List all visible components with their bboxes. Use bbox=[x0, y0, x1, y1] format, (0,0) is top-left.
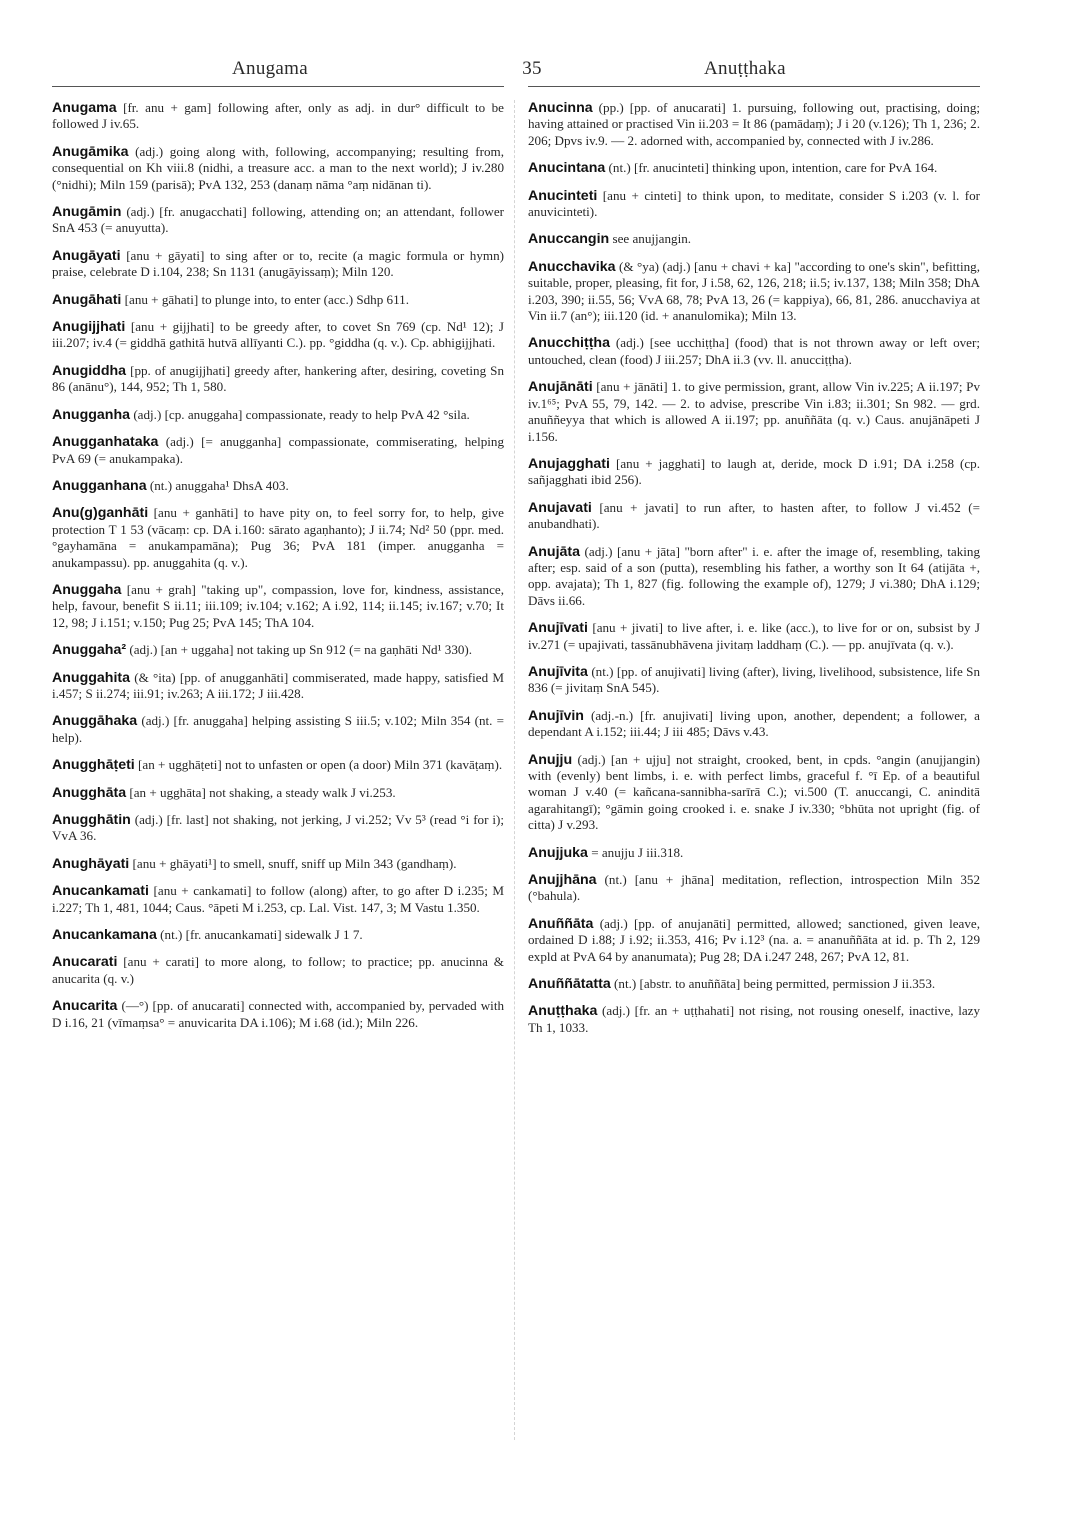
dictionary-entry bbox=[528, 872, 980, 905]
entry-headword: Anujīvita bbox=[528, 663, 588, 680]
entry-definition: see anujjangin. bbox=[612, 231, 692, 247]
dictionary-entry bbox=[528, 456, 980, 489]
dictionary-entry bbox=[52, 757, 504, 773]
entry-definition: (adj.) [pp. of anujanāti] permitted, allowed; sanctioned, given leave, ordained D i.88; J i.92; ii.353, 416; Pv i.12³ (na. a. = ananuññāta at id. p. Th 2, 129 expld at PvA 64 by ananumata); Pug 28; DA i.247 248, 267; PvA 12, 81. bbox=[528, 915, 980, 964]
dictionary-entry bbox=[52, 785, 504, 801]
dictionary-entry bbox=[52, 204, 504, 237]
entry-headword: Anugāmika bbox=[52, 143, 129, 160]
entry-headword: Anujāta bbox=[528, 543, 581, 560]
entry-definition: (adj.-n.) [fr. anujivati] living upon, another, dependent; a follower, a dependant A i.152; iii.44; J iii 485; Dāvs v.43. bbox=[528, 707, 980, 740]
entry-definition: (nt.) anuggaha¹ DhsA 403. bbox=[149, 477, 289, 493]
entry-headword: Anucinteti bbox=[528, 187, 598, 204]
entry-definition: (nt.) [abstr. to anuññāta] being permitted, permission J ii.353. bbox=[614, 976, 936, 992]
entry-headword: Anucankamana bbox=[52, 927, 157, 944]
dictionary-entry bbox=[52, 407, 504, 423]
dictionary-entry bbox=[528, 620, 980, 653]
dictionary-entry bbox=[528, 752, 980, 834]
column-gutter bbox=[514, 100, 515, 1440]
dictionary-entry bbox=[528, 188, 980, 221]
header-left-headword: Anugama bbox=[232, 58, 308, 79]
entry-definition: (adj.) [anu + jāta] "born after" i. e. after the image of, resembling, taking after; esp. said of a son (putta), resembling his father, a worthy son It 64 (atijāta +, opp. avajata); Th 1, 827 (fig. following the example of), 1279; J vi.380; DhA i.129; Dāvs ii.66. bbox=[528, 543, 980, 608]
entry-headword: Anugghātin bbox=[52, 812, 131, 828]
dictionary-entry bbox=[52, 478, 504, 494]
entry-definition: [anu + cinteti] to think upon, to meditate, consider S i.203 (v. l. for anuvicinteti). bbox=[528, 187, 980, 220]
entry-definition: (nt.) [fr. anucinteti] thinking upon, intention, care for PvA 164. bbox=[608, 160, 938, 176]
right-column bbox=[528, 100, 980, 1047]
entry-headword: Anugganhataka bbox=[52, 434, 159, 451]
entry-definition: [anu + ganhāti] to have pity on, to feel sorry for, to help, give protection T 1 53 (vācaṃ: cp. DA i.160: sārato agaṇhanto); J ii.74; Nd² 50 (ppr. med. °gayhamāna = anukampamāna); Pug 36; PvA 181 (imper. anugganha = anukampassu). pp. anuggahita (q. v.). bbox=[52, 505, 504, 570]
entry-definition: [anu + jivati] to live after, i. e. like (acc.), to live for or on, subsist by J iv.271 (= upajivati, tassānubhāvena jivitaṃ laddhaṃ (C.). — pp. anujīvata (q. v.). bbox=[528, 620, 980, 652]
entry-definition: (adj.) [an + ujju] not straight, crooked, bent, in cpds. °angin (anujjangin) with (evenly) bent limbs, i. e. with perfect limbs, graceful f. °ī Ep. of a beautiful woman J v.40 (= kañcana-sannibha-sarīrā C.); vi.500 (T. anuccangi, C. aninditā agarahitangī); °gāmin going crooked i. e. snake J iv.330; °bhūta not upright (fig. of citta) J v.293. bbox=[528, 751, 980, 833]
entry-headword: Anujagghati bbox=[528, 455, 610, 472]
entry-definition: (nt.) [fr. anucankamati] sidewalk J 1 7. bbox=[160, 927, 363, 943]
entry-headword: Anujīvin bbox=[528, 707, 584, 724]
entry-definition: [anu + jagghati] to laugh at, deride, mock D i.91; DA i.258 (cp. sañjagghati ibid 256). bbox=[528, 455, 980, 488]
dictionary-entry bbox=[52, 144, 504, 193]
entry-headword: Anuṭṭhaka bbox=[528, 1003, 598, 1020]
entry-headword: Anucchiṭṭha bbox=[528, 335, 610, 352]
entry-definition: [anu + gijjhati] to be greedy after, to covet Sn 769 (cp. Nd¹ 12); J iii.207; iv.4 (= giddhā gathitā hutvā allīyanti C.). pp. °giddha (q. v.). Cp. abhigijjhati. bbox=[52, 319, 504, 351]
dictionary-entry bbox=[52, 292, 504, 308]
entry-headword: Anuggāhaka bbox=[52, 713, 138, 730]
entry-headword: Anujjuka bbox=[528, 844, 588, 861]
entry-definition: [anu + gāyati] to sing after or to, recite (a magic formula or hymn) praise, celebrate D i.104, 238; Sn 1131 (anugāyissaṃ); Miln 120. bbox=[52, 247, 504, 280]
entry-definition: [anu + ghāyati¹] to smell, snuff, sniff up Miln 343 (gandhaṃ). bbox=[132, 855, 457, 871]
dictionary-entry bbox=[52, 434, 504, 467]
dictionary-entry bbox=[528, 231, 980, 247]
entry-headword: Anujīvati bbox=[528, 620, 588, 637]
dictionary-entry bbox=[52, 670, 504, 703]
dictionary-entry bbox=[528, 664, 980, 697]
entry-definition: [anu + grah] "taking up", compassion, love for, kindness, assistance, help, favour, benefit S ii.11; iii.109; iv.104; v.162; A i.92, 114; ii.145; iv.167; v.70; It 12, 98; J i.151; v.150; Pug 25; PvA 145; ThA 104. bbox=[52, 581, 504, 630]
dictionary-entry bbox=[52, 883, 504, 916]
entry-definition: (& °ita) [pp. of anugganhāti] commiserated, made happy, satisfied M i.457; S ii.274; iii.91; iv.263; A iii.172; J iii.428. bbox=[52, 669, 504, 701]
dictionary-entry bbox=[528, 335, 980, 368]
header-rule-left bbox=[52, 86, 504, 87]
dictionary-entry bbox=[52, 812, 504, 845]
entry-definition: (adj.) [fr. an + uṭṭhahati] not rising, not rousing oneself, inactive, lazy Th 1, 1033. bbox=[528, 1003, 980, 1035]
header-right-headword: Anuṭṭhaka bbox=[704, 58, 786, 79]
dictionary-entry bbox=[52, 713, 504, 746]
entry-headword: Anugāhati bbox=[52, 291, 122, 308]
entry-headword: Anugghāta bbox=[52, 784, 127, 801]
entry-definition: (adj.) going along with, following, accompanying; resulting from, consequential on Kh viii.8 (nidhi, a treasure acc. a man to the next world); J iv.280 (°nidhi); Miln 159 (parisā); PvA 132, 253 (danaṃ nāma °aṃ nidānan ti). bbox=[52, 143, 504, 192]
entry-headword: Anuggaha bbox=[52, 581, 122, 598]
entry-headword: Anughāyati bbox=[52, 855, 130, 872]
entry-definition: (adj.) [fr. anuggaha] helping assisting S iii.5; v.102; Miln 354 (nt. = help). bbox=[52, 713, 504, 745]
entry-headword: Anucarati bbox=[52, 954, 118, 971]
entry-definition: [anu + gāhati] to plunge into, to enter (acc.) Sdhp 611. bbox=[124, 291, 409, 307]
dictionary-entry bbox=[52, 927, 504, 943]
entry-headword: Anuccangin bbox=[528, 231, 610, 248]
dictionary-entry bbox=[528, 916, 980, 965]
entry-definition: (adj.) [= anugganha] compassionate, commiserating, helping PvA 69 (= anukampaka). bbox=[52, 434, 504, 466]
entry-headword: Anuggahita bbox=[52, 669, 131, 686]
entry-definition: (adj.) [fr. last] not shaking, not jerking, J vi.252; Vv 5³ (read °i for i); VvA 36. bbox=[52, 812, 504, 844]
dictionary-entry bbox=[52, 856, 504, 872]
entry-headword: Anujānāti bbox=[528, 379, 593, 396]
entry-headword: Anugghāṭeti bbox=[52, 757, 135, 774]
entry-headword: Anuññātatta bbox=[528, 976, 611, 993]
page-number: 35 bbox=[522, 58, 542, 79]
entry-headword: Anucinna bbox=[528, 100, 593, 116]
entry-headword: Anujavati bbox=[528, 499, 592, 516]
left-column bbox=[52, 100, 504, 1042]
dictionary-entry bbox=[528, 976, 980, 992]
entry-definition: [anu + javati] to run after, to hasten after, to follow J vi.452 (= anubandhati). bbox=[528, 499, 980, 532]
entry-definition: (—°) [pp. of anucarati] connected with, accompanied by, pervaded with D i.16, 21 (vīmaṃsa° = anuvicarita DA i.106); M i.68 (id.); Miln 226. bbox=[52, 998, 505, 1030]
header-rule-right bbox=[528, 86, 980, 87]
dictionary-entry bbox=[528, 845, 980, 861]
entry-headword: Anucankamati bbox=[52, 883, 149, 900]
entry-headword: Anugama bbox=[52, 100, 117, 116]
entry-definition: (adj.) [see ucchiṭṭha] (food) that is not thrown away or left over; untouched, clean (food) J iii.257; DhA ii.3 (vv. ll. anucciṭṭha). bbox=[528, 335, 980, 367]
dictionary-entry bbox=[52, 363, 504, 396]
entry-definition: [an + ugghāta] not shaking, a steady walk J vi.253. bbox=[129, 784, 396, 800]
entry-definition: (adj.) [an + uggaha] not taking up Sn 912 (= na gaṇhāti Nd¹ 330). bbox=[129, 642, 473, 658]
entry-definition: [fr. anu + gam] following after, only as adj. in dur° difficult to be followed J iv.65. bbox=[52, 100, 504, 132]
entry-definition: (nt.) [pp. of anujivati] living (after), living, livelihood, subsistence, life Sn 836 (= jivitaṃ SnA 545). bbox=[528, 663, 981, 696]
entry-definition: = anujju J iii.318. bbox=[591, 844, 684, 860]
dictionary-entry bbox=[52, 642, 504, 658]
entry-headword: Anuggaha² bbox=[52, 642, 127, 659]
entry-headword: Anugāyati bbox=[52, 247, 121, 264]
entry-headword: Anugganhana bbox=[52, 477, 147, 494]
dictionary-entry bbox=[52, 319, 504, 352]
running-header bbox=[52, 58, 1003, 84]
entry-headword: Anucintana bbox=[528, 160, 606, 177]
entry-definition: [pp. of anugijjhati] greedy after, hankering after, desiring, coveting Sn 86 (anānu°), 144, 952; Th 1, 580. bbox=[52, 362, 504, 395]
entry-definition: [anu + cankamati] to follow (along) after, to go after D i.235; M i.227; Th 1, 481, 1044; Caus. °āpeti M i.253, cp. Lal. Vist. 147, 3; M Vastu 1.350. bbox=[52, 883, 504, 915]
dictionary-entry bbox=[52, 505, 504, 571]
entry-headword: Anuññāta bbox=[528, 915, 594, 932]
dictionary-entry bbox=[528, 100, 980, 149]
entry-definition: [an + ugghāṭeti] not to unfasten or open (a door) Miln 371 (kavāṭaṃ). bbox=[138, 757, 503, 773]
dictionary-entry bbox=[52, 582, 504, 631]
dictionary-entry bbox=[52, 100, 504, 133]
dictionary-entry bbox=[528, 259, 980, 325]
entry-definition: (& °ya) (adj.) [anu + chavi + ka] "according to one's skin", befitting, suitable, proper, pleasing, fit for, J i.58, 62, 126, 218; ii.5; iv.137, 138; Miln 358; DhA i.203, 390; ii.55, 56; VvA 68, 78; PvA 13, 26 (= kappiya), 66, 81, 286. anucchaviya at Vin ii.7 (an°); iii.120 (id. + ananulomika); Miln 13. bbox=[528, 258, 980, 324]
entry-headword: Anujjhāna bbox=[528, 872, 597, 889]
entry-headword: Anugāmin bbox=[52, 204, 122, 221]
dictionary-entry bbox=[52, 998, 504, 1031]
entry-definition: [anu + jānāti] 1. to give permission, grant, allow Vin iv.225; A ii.197; Pv iv.1⁶⁵; PvA 55, 79, 142. — 2. to advise, prescribe Vin i.83; ii.301; Sn 982. — grd. anuññeyya that which is allowed A ii.197; pp. anuññāta (q. v.) Caus. anujānāpeti J i.156. bbox=[528, 379, 980, 444]
entry-headword: Anu(g)ganhāti bbox=[52, 505, 149, 522]
entry-headword: Anugganha bbox=[52, 406, 131, 423]
dictionary-entry bbox=[52, 954, 504, 987]
dictionary-entry bbox=[528, 160, 980, 176]
dictionary-entry bbox=[528, 1003, 980, 1036]
dictionary-entry bbox=[528, 544, 980, 610]
entry-headword: Anucchavika bbox=[528, 258, 616, 275]
dictionary-entry bbox=[528, 379, 980, 445]
entry-headword: Anujju bbox=[528, 751, 573, 768]
entry-headword: Anucarita bbox=[52, 998, 118, 1015]
entry-definition: [anu + carati] to more along, to follow; to practice; pp. anucinna & anucarita (q. v.) bbox=[52, 954, 504, 986]
dictionary-entry bbox=[528, 708, 980, 741]
entry-definition: (adj.) [fr. anugacchati] following, attending on; an attendant, follower SnA 453 (= anuyutta). bbox=[52, 204, 504, 236]
entry-headword: Anugijjhati bbox=[52, 319, 126, 336]
dictionary-entry bbox=[52, 248, 504, 281]
entry-headword: Anugiddha bbox=[52, 362, 127, 379]
entry-definition: (adj.) [cp. anuggaha] compassionate, ready to help PvA 42 °sila. bbox=[133, 406, 470, 422]
dictionary-entry bbox=[528, 500, 980, 533]
entry-definition: (nt.) [anu + jhāna] meditation, reflection, introspection Miln 352 (°bahula). bbox=[528, 872, 980, 904]
entry-definition: (pp.) [pp. of anucarati] 1. pursuing, following out, practising, doing; having attained or practised Vin ii.203 = It 86 (pamādaṃ); J i 20 (v.126); Th 1, 236; 2. 206; Dpvs iv.9. — 2. adorned with, accompanied by, connected with J iv.286. bbox=[528, 100, 980, 148]
